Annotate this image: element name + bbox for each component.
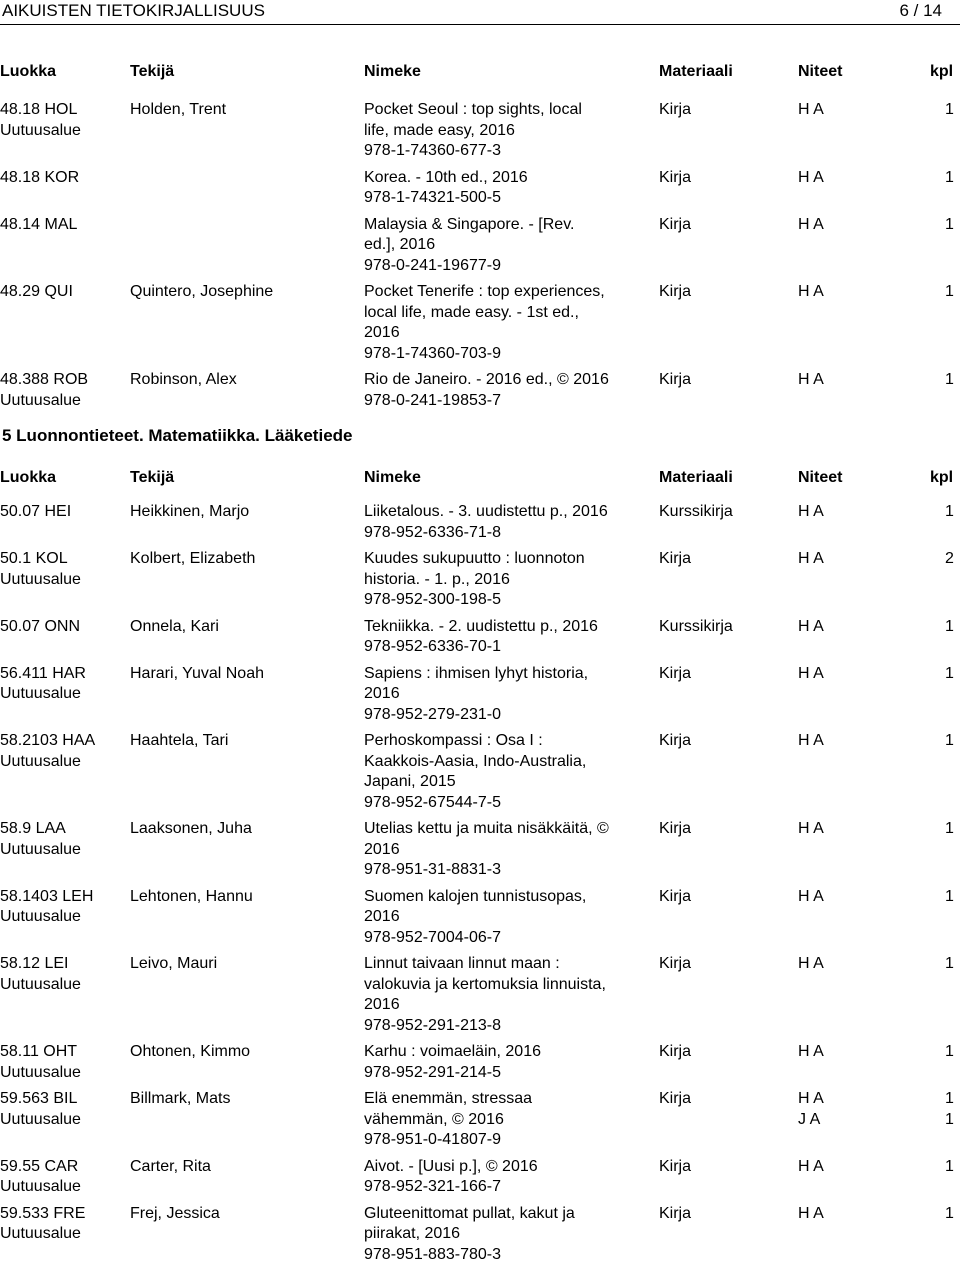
entry-materiaali bbox=[659, 168, 779, 189]
entry-luokka bbox=[0, 549, 125, 590]
entry-kpl-line: 1 bbox=[945, 1089, 960, 1110]
entry-nimeke-line: 978-952-291-213-8 bbox=[364, 1016, 654, 1037]
entry-kpl bbox=[945, 731, 960, 752]
entry-luokka bbox=[0, 887, 125, 928]
entry-tekija bbox=[130, 549, 355, 570]
catalog-entry bbox=[0, 100, 960, 168]
entry-nimeke-line: Elä enemmän, stressaa bbox=[364, 1089, 654, 1110]
entry-kpl bbox=[945, 1157, 960, 1178]
entry-materiaali bbox=[659, 1157, 779, 1178]
entry-luokka-line: 58.11 OHT bbox=[0, 1042, 125, 1063]
entry-luokka-line: 56.411 HAR bbox=[0, 664, 125, 685]
entry-nimeke-line: 978-952-279-231-0 bbox=[364, 705, 654, 726]
entry-niteet bbox=[798, 1204, 858, 1225]
entry-luokka-line: Uutuusalue bbox=[0, 975, 125, 996]
entry-tekija-line: Haahtela, Tari bbox=[130, 731, 355, 752]
entry-nimeke bbox=[364, 1157, 654, 1198]
entry-luokka bbox=[0, 370, 125, 411]
entry-nimeke bbox=[364, 1204, 654, 1266]
entry-tekija-line: Frej, Jessica bbox=[130, 1204, 355, 1225]
entry-kpl-line: 1 bbox=[945, 1110, 960, 1131]
entry-kpl-line: 1 bbox=[945, 954, 960, 975]
entry-kpl bbox=[945, 887, 960, 908]
section-title: 5 Luonnontieteet. Matematiikka. Lääketiede bbox=[0, 426, 960, 462]
entry-kpl-line: 1 bbox=[945, 664, 960, 685]
entry-niteet-line: H A bbox=[798, 1204, 858, 1225]
entry-niteet-line: J A bbox=[798, 1110, 858, 1131]
entry-luokka-line: Uutuusalue bbox=[0, 570, 125, 591]
entry-nimeke-line: valokuvia ja kertomuksia linnuista, bbox=[364, 975, 654, 996]
entry-nimeke bbox=[364, 954, 654, 1036]
entry-materiaali bbox=[659, 731, 779, 752]
entry-kpl bbox=[945, 954, 960, 975]
entry-tekija bbox=[130, 1089, 355, 1110]
entry-niteet-line: H A bbox=[798, 731, 858, 752]
entry-materiaali bbox=[659, 664, 779, 685]
entry-niteet bbox=[798, 1042, 858, 1063]
entry-materiaali bbox=[659, 1204, 779, 1225]
entry-materiaali-line: Kirja bbox=[659, 819, 779, 840]
entry-tekija-line: Quintero, Josephine bbox=[130, 282, 355, 303]
column-header-row bbox=[0, 462, 960, 502]
entry-nimeke-line: Perhoskompassi : Osa I : bbox=[364, 731, 654, 752]
entry-kpl bbox=[945, 664, 960, 685]
entry-luokka bbox=[0, 617, 125, 638]
page-header bbox=[0, 0, 960, 25]
entry-tekija bbox=[130, 819, 355, 840]
entry-kpl-line: 2 bbox=[945, 549, 960, 570]
entry-nimeke bbox=[364, 617, 654, 658]
entry-materiaali-line: Kirja bbox=[659, 168, 779, 189]
entry-niteet bbox=[798, 819, 858, 840]
entry-nimeke-line: Aivot. - [Uusi p.], © 2016 bbox=[364, 1157, 654, 1178]
entry-nimeke-line: Gluteenittomat pullat, kakut ja bbox=[364, 1204, 654, 1225]
entry-niteet-line: H A bbox=[798, 1042, 858, 1063]
catalog-entry bbox=[0, 1204, 960, 1271]
entry-kpl bbox=[945, 282, 960, 303]
entry-luokka-line: 48.18 HOL bbox=[0, 100, 125, 121]
entry-nimeke-line: Kuudes sukupuutto : luonnoton bbox=[364, 549, 654, 570]
entry-tekija-line: Ohtonen, Kimmo bbox=[130, 1042, 355, 1063]
entry-tekija-line: Kolbert, Elizabeth bbox=[130, 549, 355, 570]
entry-nimeke-line: 978-951-0-41807-9 bbox=[364, 1130, 654, 1151]
entry-niteet-line: H A bbox=[798, 215, 858, 236]
entry-niteet-line: H A bbox=[798, 617, 858, 638]
entry-materiaali bbox=[659, 502, 779, 523]
entry-tekija bbox=[130, 370, 355, 391]
entry-luokka bbox=[0, 168, 125, 189]
entry-nimeke-line: 2016 bbox=[364, 907, 654, 928]
entry-nimeke-line: 978-951-31-8831-3 bbox=[364, 860, 654, 881]
entry-luokka bbox=[0, 1042, 125, 1083]
entry-luokka-line: Uutuusalue bbox=[0, 840, 125, 861]
entry-luokka bbox=[0, 1157, 125, 1198]
column-header-nimeke: Nimeke bbox=[364, 62, 421, 82]
entry-nimeke-line: Utelias kettu ja muita nisäkkäitä, © bbox=[364, 819, 654, 840]
entry-luokka bbox=[0, 100, 125, 141]
page-title: AIKUISTEN TIETOKIRJALLISUUS bbox=[2, 1, 265, 21]
entry-materiaali-line: Kirja bbox=[659, 1157, 779, 1178]
entry-kpl bbox=[945, 100, 960, 121]
entry-luokka-line: 48.14 MAL bbox=[0, 215, 125, 236]
entry-nimeke-line: 978-952-7004-06-7 bbox=[364, 928, 654, 949]
entry-nimeke-line: vähemmän, © 2016 bbox=[364, 1110, 654, 1131]
entry-materiaali bbox=[659, 617, 779, 638]
entry-niteet-line: H A bbox=[798, 502, 858, 523]
entry-kpl bbox=[945, 168, 960, 189]
entry-kpl bbox=[945, 819, 960, 840]
catalog-entry bbox=[0, 1089, 960, 1157]
entry-niteet-line: H A bbox=[798, 664, 858, 685]
entry-luokka-line: Uutuusalue bbox=[0, 1224, 125, 1245]
entry-tekija bbox=[130, 282, 355, 303]
entry-niteet bbox=[798, 282, 858, 303]
entry-nimeke-line: 978-0-241-19853-7 bbox=[364, 391, 654, 412]
column-header-tekija: Tekijä bbox=[130, 62, 174, 82]
entry-materiaali-line: Kirja bbox=[659, 370, 779, 391]
column-header-kpl: kpl bbox=[930, 468, 953, 488]
catalog-entry bbox=[0, 617, 960, 664]
entry-nimeke bbox=[364, 549, 654, 611]
entry-kpl-line: 1 bbox=[945, 617, 960, 638]
entry-nimeke-line: 978-952-6336-70-1 bbox=[364, 637, 654, 658]
entry-nimeke-line: 978-952-300-198-5 bbox=[364, 590, 654, 611]
entry-luokka-line: 50.1 KOL bbox=[0, 549, 125, 570]
entry-materiaali bbox=[659, 954, 779, 975]
entry-luokka-line: Uutuusalue bbox=[0, 1110, 125, 1131]
entry-luokka bbox=[0, 1204, 125, 1245]
entry-materiaali-line: Kirja bbox=[659, 1204, 779, 1225]
entry-niteet bbox=[798, 887, 858, 908]
entry-nimeke-line: Linnut taivaan linnut maan : bbox=[364, 954, 654, 975]
entry-nimeke-line: Pocket Seoul : top sights, local bbox=[364, 100, 654, 121]
entry-niteet-line: H A bbox=[798, 1089, 858, 1110]
entry-kpl-line: 1 bbox=[945, 887, 960, 908]
entry-tekija bbox=[130, 100, 355, 121]
entry-nimeke-line: 978-952-291-214-5 bbox=[364, 1063, 654, 1084]
entry-materiaali-line: Kurssikirja bbox=[659, 502, 779, 523]
entry-nimeke-line: 978-0-241-19677-9 bbox=[364, 256, 654, 277]
entry-niteet-line: H A bbox=[798, 370, 858, 391]
entry-nimeke-line: 2016 bbox=[364, 840, 654, 861]
entry-materiaali-line: Kirja bbox=[659, 282, 779, 303]
entry-luokka-line: Uutuusalue bbox=[0, 907, 125, 928]
catalog-entry bbox=[0, 370, 960, 417]
entry-nimeke-line: Suomen kalojen tunnistusopas, bbox=[364, 887, 654, 908]
entry-nimeke bbox=[364, 1089, 654, 1151]
entry-kpl-line: 1 bbox=[945, 215, 960, 236]
entry-tekija bbox=[130, 617, 355, 638]
entry-luokka bbox=[0, 664, 125, 705]
entry-luokka-line: 58.1403 LEH bbox=[0, 887, 125, 908]
entry-tekija bbox=[130, 502, 355, 523]
entry-niteet bbox=[798, 549, 858, 570]
entry-kpl-line: 1 bbox=[945, 370, 960, 391]
entry-nimeke-line: Pocket Tenerife : top experiences, bbox=[364, 282, 654, 303]
entry-tekija-line: Harari, Yuval Noah bbox=[130, 664, 355, 685]
entry-nimeke-line: piirakat, 2016 bbox=[364, 1224, 654, 1245]
entry-kpl-line: 1 bbox=[945, 819, 960, 840]
entry-nimeke-line: Karhu : voimaeläin, 2016 bbox=[364, 1042, 654, 1063]
entry-niteet-line: H A bbox=[798, 100, 858, 121]
entry-tekija-line: Holden, Trent bbox=[130, 100, 355, 121]
entry-niteet bbox=[798, 215, 858, 236]
entry-kpl-line: 1 bbox=[945, 1204, 960, 1225]
entry-niteet bbox=[798, 100, 858, 121]
entry-luokka-line: 50.07 ONN bbox=[0, 617, 125, 638]
entry-tekija bbox=[130, 954, 355, 975]
entry-kpl-line: 1 bbox=[945, 1157, 960, 1178]
entry-nimeke-line: 978-1-74360-703-9 bbox=[364, 344, 654, 365]
entry-nimeke bbox=[364, 215, 654, 277]
entry-luokka bbox=[0, 215, 125, 236]
column-header-materiaali: Materiaali bbox=[659, 468, 733, 488]
entry-nimeke-line: Malaysia & Singapore. - [Rev. bbox=[364, 215, 654, 236]
entry-kpl-line: 1 bbox=[945, 1042, 960, 1063]
entry-nimeke-line: 2016 bbox=[364, 684, 654, 705]
entry-niteet bbox=[798, 1089, 858, 1130]
entry-kpl bbox=[945, 502, 960, 523]
entry-materiaali-line: Kirja bbox=[659, 664, 779, 685]
entry-niteet bbox=[798, 617, 858, 638]
entry-tekija-line: Leivo, Mauri bbox=[130, 954, 355, 975]
entry-niteet bbox=[798, 664, 858, 685]
catalog-entry bbox=[0, 887, 960, 955]
column-header-tekija: Tekijä bbox=[130, 468, 174, 488]
entry-tekija-line: Robinson, Alex bbox=[130, 370, 355, 391]
entry-kpl-line: 1 bbox=[945, 282, 960, 303]
column-header-luokka: Luokka bbox=[0, 468, 56, 488]
column-header-niteet: Niteet bbox=[798, 468, 842, 488]
entry-nimeke-line: Rio de Janeiro. - 2016 ed., © 2016 bbox=[364, 370, 654, 391]
entry-niteet bbox=[798, 731, 858, 752]
entry-niteet bbox=[798, 1157, 858, 1178]
entry-niteet bbox=[798, 168, 858, 189]
catalog-entry bbox=[0, 664, 960, 732]
section-natural-sciences bbox=[0, 426, 960, 1271]
entry-tekija bbox=[130, 1204, 355, 1225]
catalog-entry bbox=[0, 282, 960, 370]
entry-kpl bbox=[945, 549, 960, 570]
entry-luokka-line: 59.55 CAR bbox=[0, 1157, 125, 1178]
entry-nimeke bbox=[364, 731, 654, 813]
entry-nimeke bbox=[364, 502, 654, 543]
entry-niteet-line: H A bbox=[798, 819, 858, 840]
entry-nimeke bbox=[364, 819, 654, 881]
entry-kpl-line: 1 bbox=[945, 502, 960, 523]
entry-kpl bbox=[945, 1089, 960, 1130]
entry-nimeke-line: 978-952-321-166-7 bbox=[364, 1177, 654, 1198]
catalog-entry bbox=[0, 168, 960, 215]
entry-tekija bbox=[130, 664, 355, 685]
entry-nimeke-line: 2016 bbox=[364, 323, 654, 344]
entry-luokka-line: 48.18 KOR bbox=[0, 168, 125, 189]
entry-niteet-line: H A bbox=[798, 168, 858, 189]
entry-niteet bbox=[798, 370, 858, 391]
entry-materiaali bbox=[659, 100, 779, 121]
entry-luokka-line: 50.07 HEI bbox=[0, 502, 125, 523]
entry-nimeke-line: 2016 bbox=[364, 995, 654, 1016]
entry-materiaali-line: Kirja bbox=[659, 954, 779, 975]
catalog-entry bbox=[0, 731, 960, 819]
entry-tekija-line: Billmark, Mats bbox=[130, 1089, 355, 1110]
entry-materiaali bbox=[659, 549, 779, 570]
page-number: 6 / 14 bbox=[899, 1, 942, 21]
catalog-entry bbox=[0, 1157, 960, 1204]
entry-materiaali bbox=[659, 282, 779, 303]
entry-materiaali-line: Kirja bbox=[659, 887, 779, 908]
entry-luokka-line: Uutuusalue bbox=[0, 391, 125, 412]
entry-niteet bbox=[798, 502, 858, 523]
entry-luokka-line: Uutuusalue bbox=[0, 121, 125, 142]
entry-materiaali bbox=[659, 1089, 779, 1110]
entry-materiaali bbox=[659, 215, 779, 236]
entry-materiaali-line: Kirja bbox=[659, 100, 779, 121]
entry-niteet-line: H A bbox=[798, 1157, 858, 1178]
entry-tekija-line: Lehtonen, Hannu bbox=[130, 887, 355, 908]
entry-list bbox=[0, 502, 960, 1271]
section-travel bbox=[0, 60, 960, 417]
entry-luokka-line: 59.533 FRE bbox=[0, 1204, 125, 1225]
entry-nimeke bbox=[364, 282, 654, 364]
entry-luokka-line: 58.2103 HAA bbox=[0, 731, 125, 752]
entry-luokka-line: 58.9 LAA bbox=[0, 819, 125, 840]
entry-kpl bbox=[945, 1204, 960, 1225]
entry-materiaali-line: Kurssikirja bbox=[659, 617, 779, 638]
entry-niteet bbox=[798, 954, 858, 975]
entry-kpl bbox=[945, 370, 960, 391]
entry-nimeke-line: life, made easy, 2016 bbox=[364, 121, 654, 142]
entry-materiaali bbox=[659, 370, 779, 391]
entry-nimeke-line: 978-1-74360-677-3 bbox=[364, 141, 654, 162]
entry-luokka-line: 58.12 LEI bbox=[0, 954, 125, 975]
entry-niteet-line: H A bbox=[798, 282, 858, 303]
entry-luokka bbox=[0, 502, 125, 523]
entry-tekija-line: Laaksonen, Juha bbox=[130, 819, 355, 840]
entry-tekija-line: Heikkinen, Marjo bbox=[130, 502, 355, 523]
entry-tekija bbox=[130, 1042, 355, 1063]
entry-luokka-line: Uutuusalue bbox=[0, 752, 125, 773]
entry-nimeke-line: ed.], 2016 bbox=[364, 235, 654, 256]
entry-luokka-line: 48.29 QUI bbox=[0, 282, 125, 303]
entry-luokka-line: 48.388 ROB bbox=[0, 370, 125, 391]
entry-tekija-line: Onnela, Kari bbox=[130, 617, 355, 638]
entry-nimeke-line: Sapiens : ihmisen lyhyt historia, bbox=[364, 664, 654, 685]
column-header-niteet: Niteet bbox=[798, 62, 842, 82]
column-header-materiaali: Materiaali bbox=[659, 62, 733, 82]
entry-tekija-line: Carter, Rita bbox=[130, 1157, 355, 1178]
entry-kpl-line: 1 bbox=[945, 168, 960, 189]
column-header-nimeke: Nimeke bbox=[364, 468, 421, 488]
catalog-entry bbox=[0, 819, 960, 887]
entry-luokka-line: Uutuusalue bbox=[0, 684, 125, 705]
entry-nimeke bbox=[364, 1042, 654, 1083]
entry-nimeke-line: 978-952-67544-7-5 bbox=[364, 793, 654, 814]
entry-luokka bbox=[0, 819, 125, 860]
entry-niteet-line: H A bbox=[798, 954, 858, 975]
entry-nimeke-line: 978-1-74321-500-5 bbox=[364, 188, 654, 209]
entry-tekija bbox=[130, 731, 355, 752]
entry-nimeke-line: Liiketalous. - 3. uudistettu p., 2016 bbox=[364, 502, 654, 523]
entry-kpl-line: 1 bbox=[945, 731, 960, 752]
entry-luokka bbox=[0, 1089, 125, 1130]
entry-materiaali-line: Kirja bbox=[659, 215, 779, 236]
catalog-entry bbox=[0, 954, 960, 1042]
entry-materiaali-line: Kirja bbox=[659, 1042, 779, 1063]
entry-tekija bbox=[130, 1157, 355, 1178]
entry-nimeke-line: Kaakkois-Aasia, Indo-Australia, bbox=[364, 752, 654, 773]
entry-materiaali-line: Kirja bbox=[659, 549, 779, 570]
entry-nimeke-line: Korea. - 10th ed., 2016 bbox=[364, 168, 654, 189]
catalog-entry bbox=[0, 549, 960, 617]
catalog-entry bbox=[0, 502, 960, 549]
entry-nimeke bbox=[364, 168, 654, 209]
entry-nimeke-line: 978-951-883-780-3 bbox=[364, 1245, 654, 1266]
entry-list bbox=[0, 100, 960, 417]
entry-nimeke-line: local life, made easy. - 1st ed., bbox=[364, 303, 654, 324]
entry-luokka-line: Uutuusalue bbox=[0, 1063, 125, 1084]
entry-materiaali-line: Kirja bbox=[659, 1089, 779, 1110]
entry-luokka-line: 59.563 BIL bbox=[0, 1089, 125, 1110]
entry-luokka bbox=[0, 954, 125, 995]
entry-luokka bbox=[0, 282, 125, 303]
column-header-kpl: kpl bbox=[930, 62, 953, 82]
entry-materiaali bbox=[659, 819, 779, 840]
column-header-luokka: Luokka bbox=[0, 62, 56, 82]
entry-nimeke bbox=[364, 100, 654, 162]
entry-nimeke-line: Japani, 2015 bbox=[364, 772, 654, 793]
entry-kpl-line: 1 bbox=[945, 100, 960, 121]
column-header-row bbox=[0, 56, 960, 96]
entry-nimeke bbox=[364, 370, 654, 411]
entry-niteet-line: H A bbox=[798, 549, 858, 570]
entry-luokka-line: Uutuusalue bbox=[0, 1177, 125, 1198]
entry-nimeke-line: Tekniikka. - 2. uudistettu p., 2016 bbox=[364, 617, 654, 638]
entry-nimeke-line: historia. - 1. p., 2016 bbox=[364, 570, 654, 591]
entry-niteet-line: H A bbox=[798, 887, 858, 908]
entry-nimeke bbox=[364, 887, 654, 949]
entry-nimeke-line: 978-952-6336-71-8 bbox=[364, 523, 654, 544]
entry-kpl bbox=[945, 215, 960, 236]
entry-kpl bbox=[945, 617, 960, 638]
catalog-entry bbox=[0, 1042, 960, 1089]
catalog-entry bbox=[0, 215, 960, 283]
entry-nimeke bbox=[364, 664, 654, 726]
entry-materiaali-line: Kirja bbox=[659, 731, 779, 752]
entry-kpl bbox=[945, 1042, 960, 1063]
entry-materiaali bbox=[659, 887, 779, 908]
entry-tekija bbox=[130, 887, 355, 908]
entry-luokka bbox=[0, 731, 125, 772]
entry-materiaali bbox=[659, 1042, 779, 1063]
